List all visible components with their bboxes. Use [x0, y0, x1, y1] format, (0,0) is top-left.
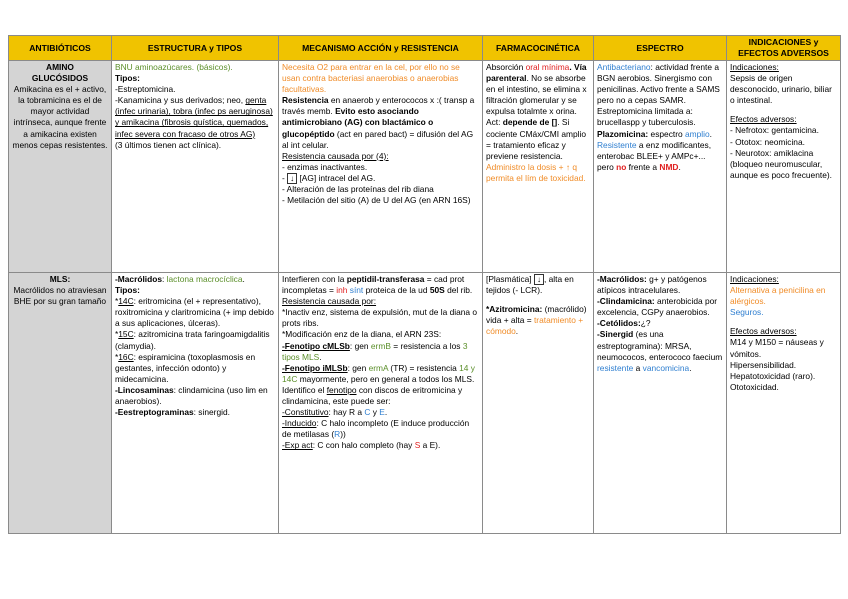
cell-amino-farmaco [483, 61, 594, 273]
header-row [9, 36, 841, 61]
cell-mls-indicaciones [727, 273, 841, 534]
mls-ind-l5: M14 y M150 = náuseas y vómitos. [730, 337, 824, 359]
mls-mec-l1: Interfieren con la peptidil-transferasa = cad prot incompletas = inh sínt proteica de la ud 50S del rib. [282, 274, 473, 296]
down-arrow-icon: ↓ [287, 173, 297, 184]
cell-amino-mecanismo [279, 61, 483, 273]
mls-desc: Macrólidos no atraviesan BHE por su gran tamaño [13, 285, 107, 307]
amino-ind-l6: - Neurotox: amiklacina (bloqueo neuromuscular, aunque es poco frecuente). [730, 147, 832, 180]
mls-mec-l8: -Constitutivo: hay R a C y E. [282, 407, 388, 418]
amino-est-l3: -Estreptomicina. [115, 84, 176, 95]
mls-ind-l1: Indicaciones: [730, 274, 779, 284]
mls-mec-l10: -Exp act: C con halo completo (hay S a E). [282, 440, 441, 451]
amino-mec-l7: - Metilación del sitio (A) de U del AG (en ARN 16S) [282, 195, 471, 206]
table-row-mls [9, 273, 841, 534]
mls-ind-l4: Efectos adversos: [730, 326, 797, 337]
cell-mls-espectro [594, 273, 727, 534]
cell-amino-name [9, 61, 112, 273]
mls-name: MLS: [49, 274, 71, 284]
amino-mec-l5: - ↓ [AG] intracel del AG. [282, 172, 376, 183]
header-farmacocinetica: FARMACOCINÉTICA [483, 36, 594, 61]
mls-est-l7: -Eestreptograminas: sinergid. [115, 407, 230, 418]
mls-mec-l5: -Fenotipo cMLSb: gen ermB = resistencia a los 3 tipos MLS. [282, 340, 468, 362]
mls-mec-l3: *Inactiv enz, sistema de expulsión, mut de la diana o prots ribs. [282, 307, 478, 329]
amino-ind-l1: Indicaciones: [730, 62, 779, 72]
cell-mls-farmaco [483, 273, 594, 534]
mls-est-l4: *15C: azitromicina trata faringoamigdalitis (clamydia). [115, 329, 270, 351]
down-arrow-icon: ↓ [534, 274, 544, 285]
mls-est-l2: Tipos: [115, 285, 140, 296]
header-espectro: ESPECTRO [594, 36, 727, 61]
amino-desc: Amikacina es el + activo, la tobramicina es el de mayor actividad intrínseca, aunque frente a amikacina existen menos cepas resistentes. [12, 84, 108, 150]
mls-esp-l2: -Clindamicina: anterobicida por excelencia, CGPy anaerobios. [597, 296, 718, 318]
header-antibioticos: ANTIBIÓTICOS [9, 36, 112, 61]
amino-ind-l2: Sepsis de origen desconocido, urinario, biliar o intestinal. [730, 73, 832, 106]
amino-est-l4: -Kanamicina y sus derivados; neo, genta (infec urinaria), tobra (infec ps aeruginosa) y amikacina (fibrosis quística, quemados, infec severa con fracaso de otros AG) [115, 95, 273, 139]
amino-est-l1: BNU aminoazúcares. (básicos). [115, 62, 233, 72]
cell-mls-mecanismo [279, 273, 483, 534]
amino-mec-l3: Resistencia causada por (4): [282, 150, 389, 161]
table-row-aminoglucosidos [9, 61, 841, 273]
mls-est-l3: *14C: eritromicina (el + representativo), roxitromicina y claritromicina (+ imp debido a sus aplicaciones, úlceras). [115, 296, 274, 329]
cell-mls-estructura [112, 273, 279, 534]
mls-ind-l7: Hepatotoxicidad (raro). [730, 370, 816, 381]
antibiotics-table [8, 35, 841, 534]
cell-amino-indicaciones [727, 61, 841, 273]
amino-esp-l2: Plazomicina: espectro amplio. Resistente a enz modificantes, enterobac BLEE+ y AMPc+... pero no frente a NMD. [597, 128, 712, 172]
mls-esp-l1: -Macrólidos: g+ y patógenos atípicos intracelulares. [597, 274, 707, 296]
mls-mec-l9: -Inducido: C halo incompleto (E induce producción de metilasas (R)) [282, 418, 470, 440]
amino-mec-l6: - Alteración de las proteínas del rib diana [282, 184, 434, 195]
amino-mec-l2: Resistencia en anaerob y enterococos x :( transp a través memb. Evito esto asociando antimicrobiano (AG) con blactámico o glucopéptido (act en pared bact) = difusión del AG al int celular. [282, 95, 475, 150]
mls-far-l1: [Plasmática] ↓ , alta en tejidos (- LCR). [486, 274, 574, 296]
mls-esp-l3: -Cetólidos:¿? [597, 318, 651, 329]
header-estructura: ESTRUCTURA y TIPOS [112, 36, 279, 61]
amino-name-1: AMINO [46, 62, 74, 72]
mls-est-l6: -Lincosaminas: clindamicina (uso lim en anaerobios). [115, 384, 268, 407]
amino-est-l5: (3 últimos tienen act clínica). [115, 139, 222, 150]
mls-est-l1: -Macrólidos: lactona macrocíclica. [115, 274, 245, 284]
mls-ind-l6: Hipersensibilidad. [730, 359, 797, 370]
amino-ind-l5: - Ototox: neomicina. [730, 136, 805, 147]
amino-far-l3: Administro la dosis + ↑ q permita el lím de toxicidad. [486, 161, 586, 183]
mls-mec-l7: Identifico el fenotipo con discos de eritromicina y clindamicina, este puede ser: [282, 384, 463, 407]
cell-amino-espectro [594, 61, 727, 273]
cell-amino-estructura [112, 61, 279, 273]
mls-far-l2: *Azitromicina: (macrólido) vida + alta = tratamiento + cómodo. [486, 304, 587, 337]
mls-esp-l4: -Sinergid (es una estreptogramina): MRSA, neumococos, enterococo faecium resistente a vancomicina. [597, 329, 723, 373]
mls-ind-l8: Ototoxicidad. [730, 381, 779, 392]
amino-far-l2: Act: depende de []. Si cociente CMáx/CMI amplio = tratamiento eficaz y previene resistencia. [486, 117, 587, 161]
mls-mec-l2: Resistencia causada por: [282, 296, 377, 307]
amino-far-l1: Absorción oral mínima. Vía parenteral. No se absorbe en el intestino, se elimina x filtración glomerular y se expulsa totalmte x orina. [486, 62, 587, 117]
amino-name-2: GLUCÓSIDOS [31, 73, 89, 84]
mls-ind-l2: Alternativa a penicilina en alérgicos. [730, 285, 826, 307]
mls-est-l5: *16C: espiramicina (toxoplasmosis en gestantes, infección odonto) y midecamicina. [115, 351, 256, 384]
header-mecanismo: MECANISMO ACCIÓN y RESISTENCIA [279, 36, 483, 61]
mls-ind-l3: Seguros. [730, 307, 764, 318]
cell-mls-name [9, 273, 112, 534]
amino-mec-l1: Necesita O2 para entrar en la cel, por ello no se usan contra bacteriasi anaerobias o anaerobias facultativas. [282, 62, 460, 95]
header-indicaciones: INDICACIONES y EFECTOS ADVERSOS [727, 36, 841, 61]
mls-mec-l6: -Fenotipo iMLSb: gen ermA (TR) = resistencia 14 y 14C mayormente, pero en general a todos los MLS. [282, 362, 475, 384]
amino-mec-l4: - enzimas inactivantes. [282, 161, 368, 172]
amino-esp-l1: Antibacteriano: actividad frente a BGN aerobios. Sinergismo con penicilinas. Activo frente a SAMS pero no a cepas SAMR. Estreptomicina limitada a: brucellaspp y tuberculosis. [597, 62, 720, 128]
amino-est-l2: Tipos: [115, 73, 140, 84]
amino-ind-l3: Efectos adversos: [730, 114, 797, 125]
amino-ind-l4: - Nefrotox: gentamicina. [730, 125, 819, 136]
mls-mec-l4: *Modificación enz de la diana, el ARN 23S: [282, 329, 442, 340]
